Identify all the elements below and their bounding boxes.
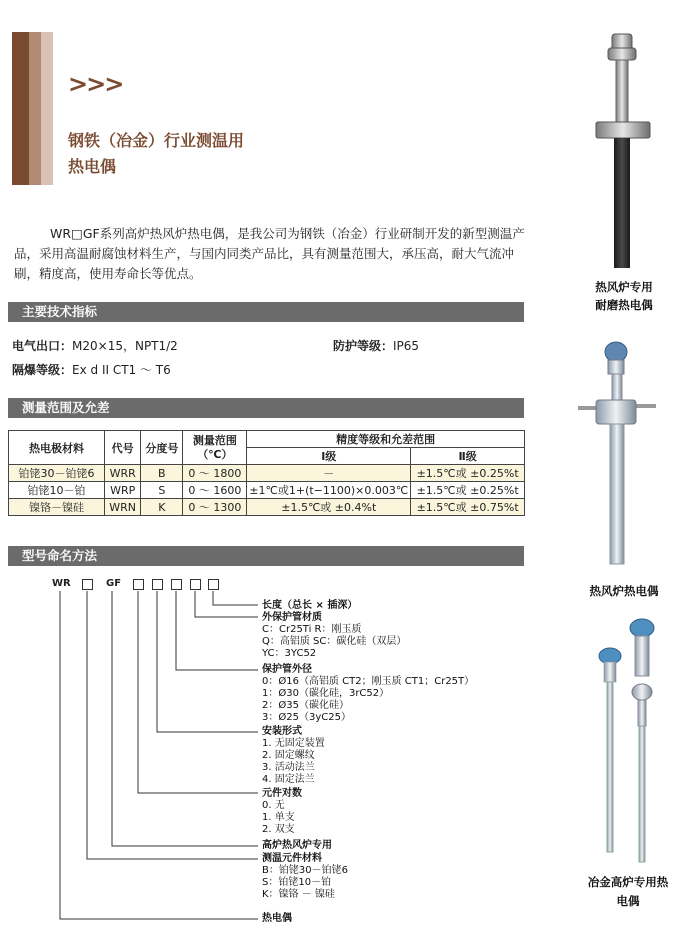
legend-install <box>262 726 325 786</box>
legend-pairs <box>262 788 302 836</box>
legend-line: 1：Ø30（碳化硅，3rC52） <box>262 688 390 699</box>
legend-line: 2. 固定螺纹 <box>262 750 315 761</box>
legend-line: 1. 无固定装置 <box>262 738 325 749</box>
legend-title: 高炉热风炉专用 <box>262 840 332 851</box>
legend-title: 外保护管材质 <box>262 612 322 623</box>
cell-material: 铂铑30－铂铑6 <box>9 465 105 482</box>
legend-diameter <box>262 664 474 724</box>
th-grade1: Ⅰ级 <box>247 448 411 465</box>
th-accuracy: 精度等级和允差范围 <box>247 431 525 448</box>
th-material: 热电极材料 <box>9 431 105 465</box>
photo-caption-3-line2: 电偶 <box>616 894 640 908</box>
photo-caption-3-line1: 冶金高炉专用热 <box>587 875 669 889</box>
model-gf: GF <box>106 578 122 589</box>
cell-index: B <box>141 465 183 482</box>
spec-explosion-value: Ex d II CT1 ～ T6 <box>72 363 171 377</box>
cell-grade1: ±1℃或1+(t−1100)×0.003℃ <box>247 482 411 499</box>
section-title-specs: 主要技术指标 <box>22 304 98 319</box>
chevron-icon: >>> <box>68 70 123 98</box>
spec-protect-value: IP65 <box>393 339 420 353</box>
th-range-unit: （℃） <box>197 447 233 461</box>
legend-line: 1. 单支 <box>262 812 295 823</box>
cell-grade1: ±1.5℃或 ±0.4%t <box>247 499 411 516</box>
cell-grade2: ±1.5℃或 ±0.25%t <box>411 465 525 482</box>
legend-line: 4. 固定法兰 <box>262 774 315 785</box>
cell-range: 0 ～ 1300 <box>183 499 247 516</box>
legend-tube-material <box>262 612 406 660</box>
spec-elec-label: 电气出口： <box>12 339 73 353</box>
cell-index: S <box>141 482 183 499</box>
legend-gf <box>262 840 332 852</box>
cell-material: 铂铑10－铂 <box>9 482 105 499</box>
product-photo-wear-resistant <box>580 28 670 278</box>
page-title-line2: 热电偶 <box>68 157 117 176</box>
legend-line: 3. 活动法兰 <box>262 762 315 773</box>
cell-range: 0 ～ 1600 <box>183 482 247 499</box>
cell-code: WRR <box>105 465 141 482</box>
cell-grade2: ±1.5℃或 ±0.25%t <box>411 482 525 499</box>
legend-line: 2. 双支 <box>262 824 295 835</box>
th-grade2: Ⅱ级 <box>411 448 525 465</box>
photo-caption-1-line1: 热风炉专用 <box>595 280 653 294</box>
model-prefix: WR <box>52 578 71 589</box>
legend-element-material <box>262 853 348 901</box>
cell-grade2: ±1.5℃或 ±0.75%t <box>411 499 525 516</box>
legend-line: S：铂铑10－铂 <box>262 877 332 888</box>
th-code: 代号 <box>105 431 141 465</box>
legend-title: 长度（总长 × 插深） <box>262 600 358 611</box>
legend-line: 0：Ø16（高铝质 CT2；刚玉质 CT1；Cr25T） <box>262 676 475 687</box>
cell-index: K <box>141 499 183 516</box>
spec-protect-label: 防护等级： <box>333 339 394 353</box>
legend-line: K：镍铬 － 镍硅 <box>262 889 335 900</box>
legend-line: B：铂铑30－铂铑6 <box>262 865 348 876</box>
th-index: 分度号 <box>141 431 183 465</box>
spec-elec-value: M20×15，NPT1/2 <box>72 339 178 353</box>
legend-length <box>262 600 357 612</box>
legend-title: 保护管外径 <box>262 664 312 675</box>
legend-line: 3：Ø25（3yC25） <box>262 712 351 723</box>
photo-caption-1-line2: 耐磨热电偶 <box>595 298 653 312</box>
legend-title: 元件对数 <box>262 788 302 799</box>
legend-line: YC：3YC52 <box>262 648 317 659</box>
cell-grade1: － <box>247 465 411 482</box>
legend-title: 安装形式 <box>262 726 302 737</box>
legend-title: 测温元件材料 <box>262 853 322 864</box>
legend-line: Q：高铝质 SC：碳化硅（双层） <box>262 636 407 647</box>
cell-range: 0 ～ 1800 <box>183 465 247 482</box>
legend-line: C：Cr25Ti R：刚玉质 <box>262 624 362 635</box>
cell-code: WRN <box>105 499 141 516</box>
section-title-range: 测量范围及允差 <box>22 400 110 415</box>
product-photo-blast-furnace <box>580 610 680 870</box>
photo-caption-2: 热风炉热电偶 <box>589 584 659 598</box>
product-photo-hot-blast <box>570 338 670 570</box>
spec-explosion-label: 隔爆等级： <box>12 363 73 377</box>
th-range-label: 测量范围 <box>192 433 237 447</box>
legend-line: 0. 无 <box>262 800 285 811</box>
cell-material: 镍铬－镍硅 <box>9 499 105 516</box>
intro-paragraph: WR□GF系列高炉热风炉热电偶，是我公司为钢铁（冶金）行业研制开发的新型测温产品，采用高温耐腐蚀材料生产，与国内同类产品比，具有测量范围大，承压高，耐大气流冲刷，精度高，使用寿命长等优点。 <box>14 226 525 281</box>
section-title-model: 型号命名方法 <box>22 548 98 563</box>
cell-code: WRP <box>105 482 141 499</box>
legend-thermocouple <box>262 913 292 925</box>
legend-line: 2：Ø35（碳化硅） <box>262 700 349 711</box>
page-title-line1: 钢铁（冶金）行业测温用 <box>68 131 245 150</box>
legend-title: 热电偶 <box>262 913 292 924</box>
